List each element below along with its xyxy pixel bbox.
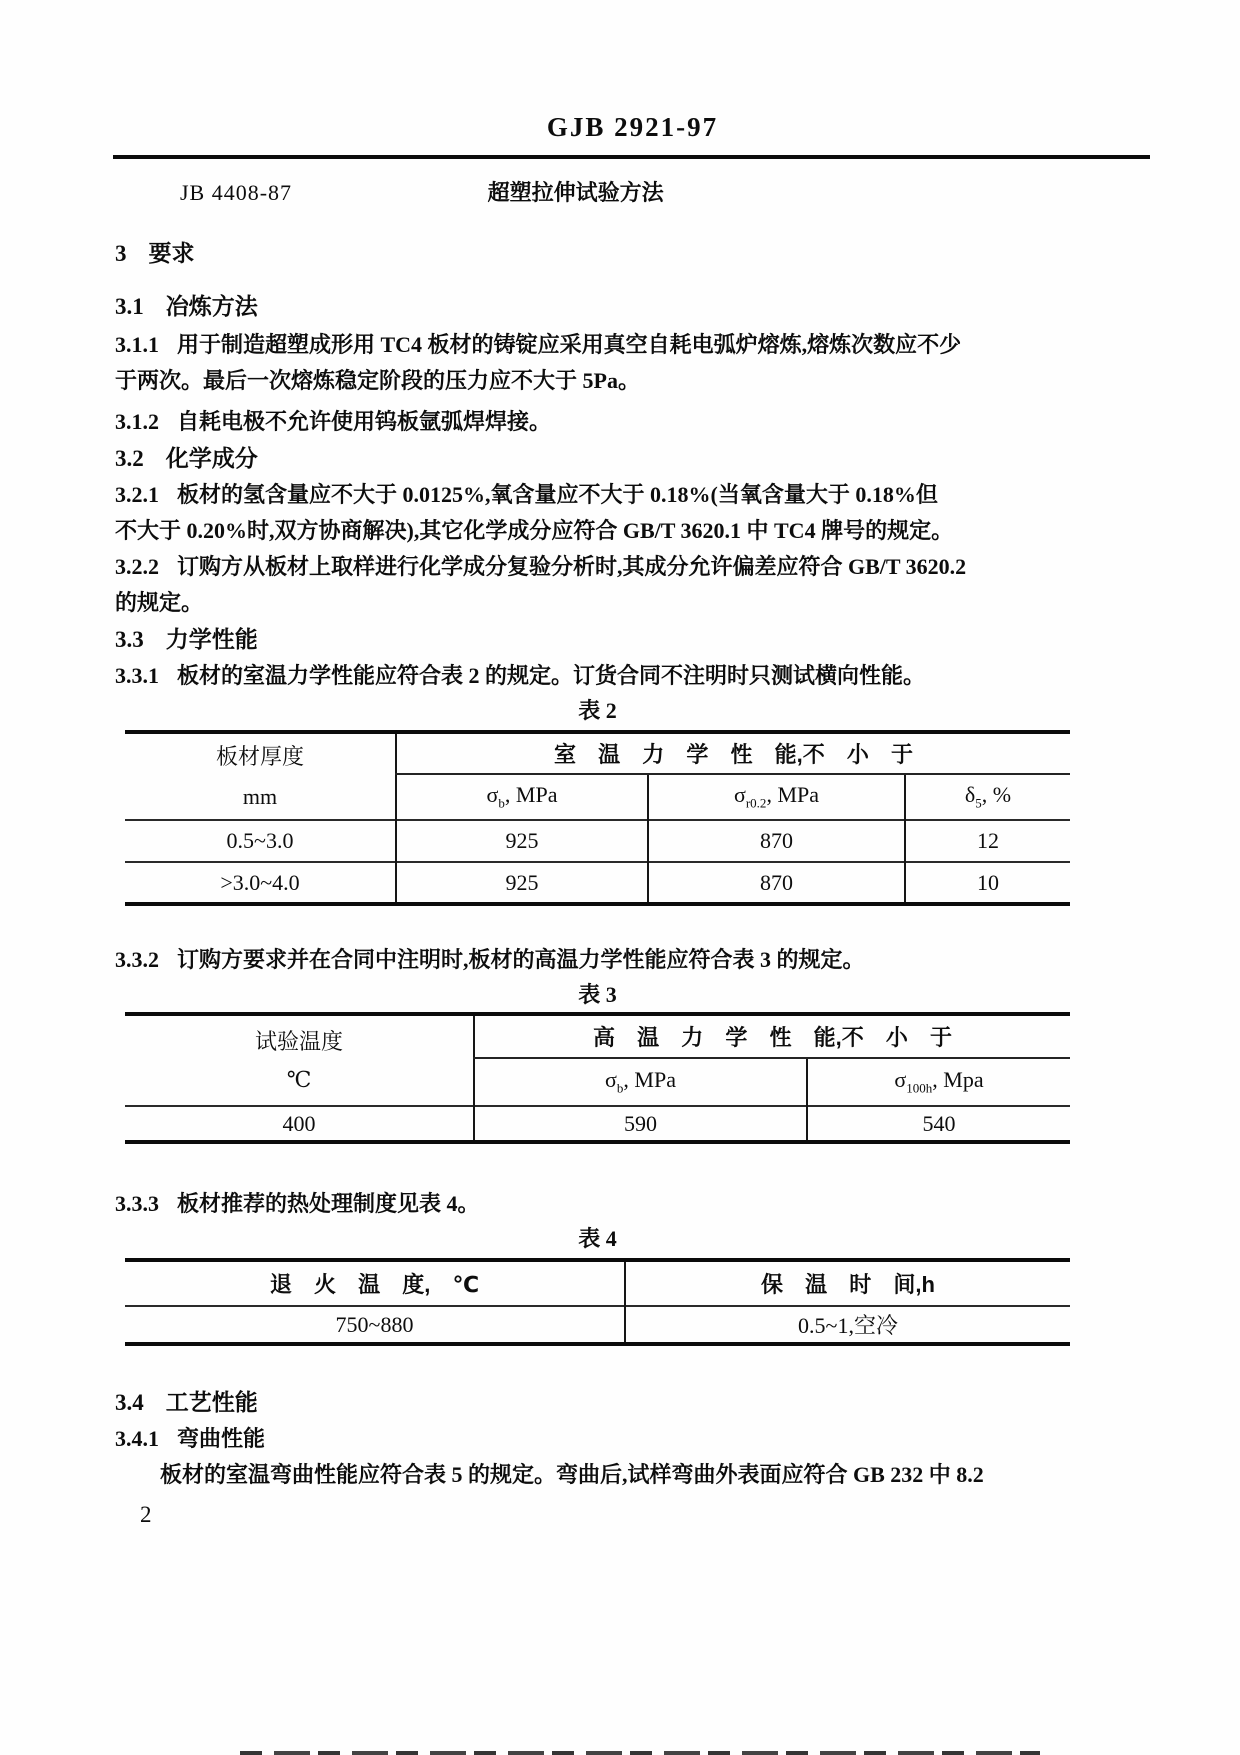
table-row	[125, 732, 1070, 774]
table-row	[125, 820, 1070, 862]
cell-sigma-b: 925	[396, 862, 648, 904]
table-3	[125, 1012, 1070, 1144]
clause-number: 3.1.2	[115, 409, 159, 434]
table-3-col1-header	[125, 1014, 474, 1106]
table-row	[125, 1014, 1070, 1058]
para-3-2-2	[115, 549, 1150, 621]
cell-sigma-r02: 870	[648, 820, 905, 862]
section-number: 3.4	[115, 1390, 144, 1415]
header-rule	[113, 155, 1150, 159]
col-header-anneal-temp: 退 火 温 度, ℃	[269, 1272, 480, 1297]
section-number: 3	[115, 241, 127, 266]
clause-number: 3.3.3	[115, 1191, 159, 1216]
para-3-3-3	[115, 1186, 1150, 1222]
table-3-span-header: 高 温 力 学 性 能,不 小 于	[474, 1014, 1070, 1058]
clause-text: 板材的室温力学性能应符合表 2 的规定。订货合同不注明时只测试横向性能。	[177, 663, 926, 688]
table-2	[125, 730, 1070, 906]
clause-number: 3.2.1	[115, 482, 159, 507]
section-number: 3.3	[115, 627, 144, 652]
para-line	[115, 549, 1150, 585]
header-line: ℃	[286, 1066, 312, 1092]
table-3-caption: 表 3	[578, 982, 617, 1007]
table-4	[125, 1258, 1070, 1346]
heading-3-3	[115, 621, 1150, 658]
cell-sigma-b: 925	[396, 820, 648, 862]
section-number: 3.1	[115, 294, 144, 319]
table-row	[125, 1306, 1070, 1344]
header-line: 板材厚度	[215, 744, 304, 770]
clause-text: 板材的氢含量应不大于 0.0125%,氧含量应不大于 0.18%(当氧含量大于 0.18%但	[177, 482, 938, 507]
cell-sigma-r02: 870	[648, 862, 905, 904]
cell-thickness: >3.0~4.0	[125, 862, 396, 904]
clause-text: 板材推荐的热处理制度见表 4。	[177, 1191, 480, 1216]
page-number: 2	[140, 1502, 152, 1527]
header-line: 试验温度	[254, 1029, 343, 1055]
cell-hold-time: 0.5~1,空冷	[625, 1306, 1070, 1344]
para-3-3-1	[115, 658, 1150, 694]
cell-sigma-b: 590	[474, 1106, 807, 1142]
col-header-sigma-r02: $\sigma_{r0.2}$, MPa	[648, 774, 905, 820]
table-2-span-header: 室 温 力 学 性 能,不 小 于	[396, 732, 1070, 774]
cell-thickness: 0.5~3.0	[125, 820, 396, 862]
clause-title: 弯曲性能	[177, 1426, 266, 1451]
table-4-caption: 表 4	[578, 1226, 617, 1251]
para-line: 于两次。最后一次熔炼稳定阶段的压力应不大于 5Pa。	[115, 368, 640, 393]
clause-number: 3.2.2	[115, 554, 159, 579]
col-header-sigma-100h: $\sigma_{100h}$, Mpa	[807, 1058, 1070, 1106]
col-header-sigma-b: $\sigma_b$, MPa	[396, 774, 648, 820]
heading-3	[115, 235, 1150, 272]
para-3-1-2	[115, 404, 1150, 440]
section-title: 工艺性能	[165, 1389, 258, 1415]
clause-text: 订购方从板材上取样进行化学成分复验分析时,其成分允许偏差应符合 GB/T 3620.2	[177, 554, 967, 579]
table-row	[125, 1106, 1070, 1142]
table-2-caption: 表 2	[578, 698, 617, 723]
section-number: 3.2	[115, 446, 144, 471]
page-content	[115, 0, 1150, 1531]
clause-number: 3.3.1	[115, 663, 159, 688]
ref-standard-number: JB 4408-87	[180, 180, 293, 205]
para-3-4-1-body: 板材的室温弯曲性能应符合表 5 的规定。弯曲后,试样弯曲外表面应符合 GB 232 中 8.2	[160, 1462, 984, 1487]
col-header-delta-5: $\delta_5$, %	[905, 774, 1070, 820]
para-line: 的规定。	[115, 590, 204, 615]
scan-edge-artifact	[240, 1751, 1040, 1755]
clause-text: 订购方要求并在合同中注明时,板材的高温力学性能应符合表 3 的规定。	[177, 947, 865, 972]
para-line	[115, 477, 1150, 513]
cell-sigma-100h: 540	[807, 1106, 1070, 1142]
clause-text: 自耗电极不允许使用钨板氩弧焊焊接。	[177, 409, 552, 434]
section-title: 冶炼方法	[165, 293, 258, 319]
table-row	[125, 1260, 1070, 1306]
table-2-col1-header	[125, 732, 396, 820]
cell-delta-5: 12	[905, 820, 1070, 862]
heading-3-4	[115, 1384, 1150, 1421]
reference-row	[115, 179, 1150, 207]
heading-3-4-1	[115, 1421, 1150, 1457]
cell-anneal-temp: 750~880	[125, 1306, 625, 1344]
para-3-2-1	[115, 477, 1150, 549]
clause-number: 3.4.1	[115, 1426, 159, 1451]
clause-number: 3.3.2	[115, 947, 159, 972]
para-3-1-1	[115, 327, 1150, 399]
heading-3-2	[115, 440, 1150, 477]
col-header-sigma-b: $\sigma_b$, MPa	[474, 1058, 807, 1106]
ref-standard-title: 超塑拉伸试验方法	[487, 180, 664, 205]
section-title: 化学成分	[165, 445, 258, 471]
doc-number: GJB 2921-97	[546, 112, 719, 142]
section-title: 要求	[148, 240, 195, 266]
header-line: mm	[242, 783, 278, 809]
table-row	[125, 862, 1070, 904]
section-title: 力学性能	[165, 626, 258, 652]
cell-delta-5: 10	[905, 862, 1070, 904]
col-header-hold-time: 保 温 时 间,h	[625, 1260, 1070, 1306]
para-3-3-2	[115, 942, 1150, 978]
clause-number: 3.1.1	[115, 332, 159, 357]
heading-3-1	[115, 288, 1150, 325]
clause-text: 用于制造超塑成形用 TC4 板材的铸锭应采用真空自耗电弧炉熔炼,熔炼次数应不少	[177, 332, 962, 357]
para-line	[115, 327, 1150, 363]
para-line: 不大于 0.20%时,双方协商解决),其它化学成分应符合 GB/T 3620.1 中 TC4 牌号的规定。	[115, 518, 954, 543]
cell-test-temp: 400	[125, 1106, 474, 1142]
